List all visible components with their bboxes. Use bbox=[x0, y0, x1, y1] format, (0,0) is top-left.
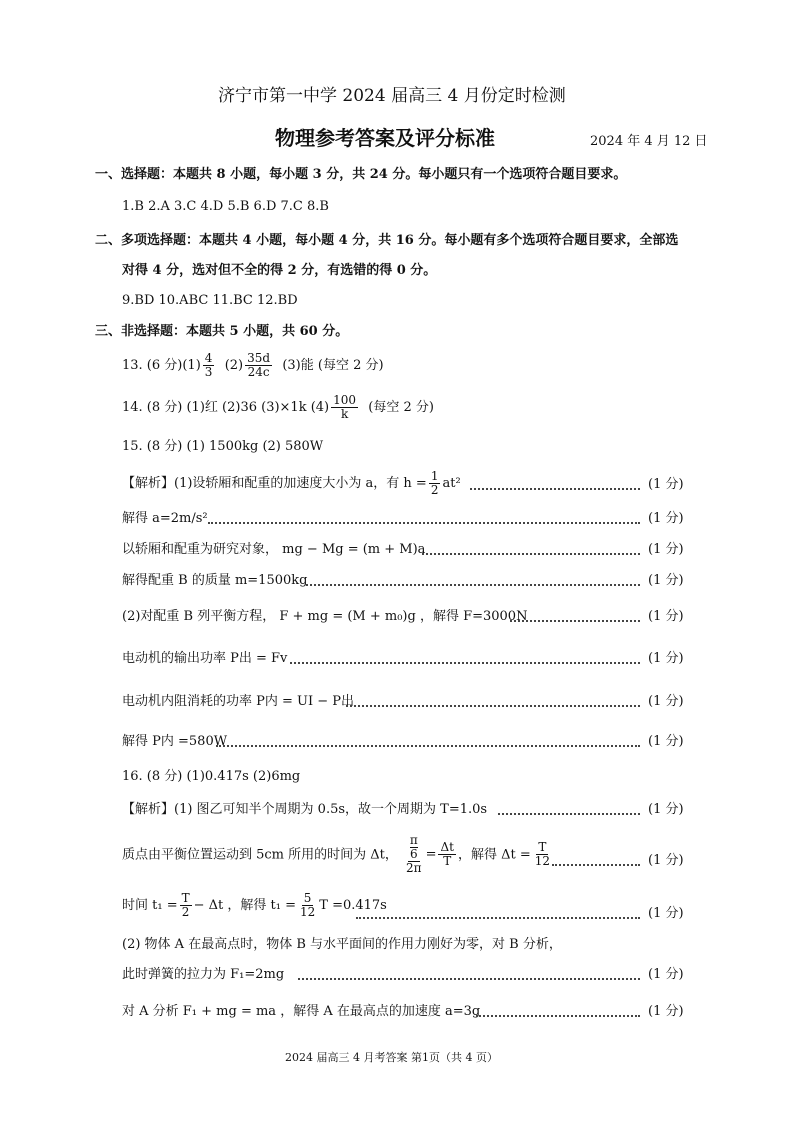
section1-answers: 1.B 2.A 3.C 4.D 5.B 6.D 7.C 8.B bbox=[122, 199, 329, 214]
leader-dots bbox=[216, 745, 640, 747]
leader-dots bbox=[290, 662, 640, 664]
q15-l1-fraction bbox=[429, 470, 441, 497]
q16-line1: 【解析】(1) 图乙可知半个周期为 0.5s，故一个周期为 T=1.0s bbox=[122, 802, 488, 817]
q16-l2-res-num: T bbox=[538, 840, 547, 855]
section2-heading-line2: 对得 4 分，选对但不全的得 2 分，有选错的得 0 分。 bbox=[122, 263, 437, 278]
q13-fraction-2 bbox=[245, 352, 272, 379]
q15-l3-score: (1 分) bbox=[648, 542, 684, 557]
q16-l3-fraction-2 bbox=[298, 892, 317, 919]
q15-l1-score: (1 分) bbox=[648, 477, 684, 492]
page-footer: 2024 届高三 4 月考答案 第1页（共 4 页） bbox=[285, 1051, 498, 1064]
q15-l1-fnum: 1 bbox=[430, 469, 439, 483]
q16-l3-f2-num: 5 bbox=[303, 891, 312, 905]
section1-heading: 一、选择题：本题共 8 小题，每小题 3 分，共 24 分。每小题只有一个选项符合题目要求。 bbox=[95, 167, 627, 182]
q14-suffix: (每空 2 分) bbox=[368, 400, 434, 416]
q15-l6-score: (1 分) bbox=[648, 651, 684, 666]
q15-l1-text: 【解析】(1)设轿厢和配重的加速度大小为 a，有 h = bbox=[122, 476, 427, 492]
q16-l2-equation: π 6 2π = $\frac{\Delta t}{T}$ bbox=[406, 833, 454, 876]
leader-dots bbox=[470, 488, 640, 490]
q16-l2-tail: ，解得 Δt = bbox=[457, 847, 531, 863]
leader-dots bbox=[422, 553, 640, 555]
q16-line6: 对 A 分析 F₁ + mg = ma ，解得 A 在最高点的加速度 a=3g bbox=[122, 1004, 481, 1019]
q15-line4: 解得配重 B 的质量 m=1500kg bbox=[122, 573, 308, 588]
q16-l5-score: (1 分) bbox=[648, 967, 684, 982]
q15-line7: 电动机内阻消耗的功率 P内 = UI − P出 bbox=[122, 694, 355, 709]
q16-line5: 此时弹簧的拉力为 F₁=2mg bbox=[122, 967, 285, 982]
q13-part2: (2) bbox=[224, 358, 244, 374]
q14-f-den: k bbox=[340, 407, 349, 422]
q14-answer bbox=[122, 394, 434, 421]
q13-f1-num: 4 bbox=[204, 351, 213, 365]
q15-l8-score: (1 分) bbox=[648, 734, 684, 749]
leader-dots bbox=[346, 705, 640, 707]
q16-l2-rhs bbox=[438, 841, 456, 868]
q13-prefix: 13. (6 分)(1) bbox=[122, 358, 201, 374]
q16-l2-pi: π bbox=[409, 833, 418, 847]
q13-fraction-1 bbox=[203, 352, 215, 379]
leader-dots bbox=[356, 917, 640, 919]
q13-part3: (3)能 (每空 2 分) bbox=[282, 358, 384, 374]
q13-f2-num: 35d bbox=[247, 351, 271, 365]
q16-l2-dt: Δt bbox=[440, 840, 454, 855]
leader-dots bbox=[498, 813, 640, 815]
q15-line6: 电动机的输出功率 P出 = Fv bbox=[122, 651, 288, 666]
leader-dots bbox=[208, 522, 640, 524]
q16-l1-score: (1 分) bbox=[648, 802, 684, 817]
q15-summary: 15. (8 分) (1) 1500kg (2) 580W bbox=[122, 439, 324, 454]
document-date: 2024 年 4 月 12 日 bbox=[590, 134, 708, 149]
q15-line5: (2)对配重 B 列平衡方程， F + mg = (M + m₀)g ，解得 F=3000N bbox=[122, 609, 528, 624]
q14-prefix: 14. (8 分) (1)红 (2)36 (3)×1k (4) bbox=[122, 400, 330, 416]
q16-l2-lhs-num bbox=[408, 834, 420, 862]
q16-line2 bbox=[122, 834, 554, 876]
q13-f1-den: 3 bbox=[204, 365, 213, 380]
school-title: 济宁市第一中学 2024 届高三 4 月份定时检测 bbox=[218, 86, 566, 106]
q16-l6-score: (1 分) bbox=[648, 1004, 684, 1019]
document-title: 物理参考答案及评分标准 bbox=[275, 126, 495, 150]
leader-dots bbox=[476, 1015, 640, 1017]
q16-l2-text: 质点由平衡位置运动到 5cm 所用的时间为 Δt， bbox=[122, 847, 398, 863]
section2-answers: 9.BD 10.ABC 11.BC 12.BD bbox=[122, 293, 298, 308]
q16-l3-tail: T =0.417s bbox=[319, 898, 387, 914]
q16-l3-mid: − Δt ，解得 t₁ = bbox=[193, 898, 296, 914]
q15-l7-score: (1 分) bbox=[648, 694, 684, 709]
q16-l3-f1-den: 2 bbox=[181, 905, 190, 920]
leader-dots bbox=[510, 620, 640, 622]
q15-l2-score: (1 分) bbox=[648, 511, 684, 526]
q16-l2-T: T bbox=[443, 854, 452, 869]
q15-line3: 以轿厢和配重为研究对象， mg − Mg = (m + M)a bbox=[122, 542, 426, 557]
q16-l2-twopi: 2π bbox=[406, 861, 422, 876]
q16-l2-res-den: 12 bbox=[534, 854, 551, 869]
q16-line3 bbox=[122, 892, 387, 919]
q15-line8: 解得 P内 =580W bbox=[122, 734, 228, 749]
q16-l2-result bbox=[533, 841, 552, 868]
q16-l3-text: 时间 t₁ = bbox=[122, 898, 178, 914]
q15-l4-score: (1 分) bbox=[648, 573, 684, 588]
q16-l2-six: 6 bbox=[409, 847, 418, 862]
q16-l3-f1-num: T bbox=[181, 891, 190, 905]
q16-l2-lhs bbox=[404, 834, 424, 876]
q13-answer bbox=[122, 352, 384, 379]
q13-f2-den: 24c bbox=[247, 365, 270, 380]
leader-dots bbox=[552, 864, 640, 866]
q14-fraction bbox=[331, 394, 358, 421]
q15-l1-tail: at² bbox=[442, 476, 461, 492]
q15-l5-score: (1 分) bbox=[648, 609, 684, 624]
q15-l1-fden: 2 bbox=[430, 483, 439, 498]
q16-summary: 16. (8 分) (1)0.417s (2)6mg bbox=[122, 769, 301, 784]
leader-dots bbox=[306, 584, 640, 586]
q16-l3-f2-den: 12 bbox=[299, 905, 316, 920]
section3-heading: 三、非选择题：本题共 5 小题，共 60 分。 bbox=[95, 324, 349, 339]
section2-heading: 二、多项选择题：本题共 4 小题，每小题 4 分，共 16 分。每小题有多个选项符合题目要求，全部选 bbox=[95, 233, 679, 248]
q16-l3-fraction-1 bbox=[180, 892, 192, 919]
q15-line2: 解得 a=2m/s² bbox=[122, 511, 208, 526]
q14-f-num: 100 bbox=[333, 393, 357, 407]
q16-l2-score: (1 分) bbox=[648, 853, 684, 868]
leader-dots bbox=[298, 978, 640, 980]
q16-line4: (2) 物体 A 在最高点时，物体 B 与水平面间的作用力刚好为零，对 B 分析， bbox=[122, 937, 562, 952]
q15-line1 bbox=[122, 470, 461, 497]
q16-l3-score: (1 分) bbox=[648, 906, 684, 921]
